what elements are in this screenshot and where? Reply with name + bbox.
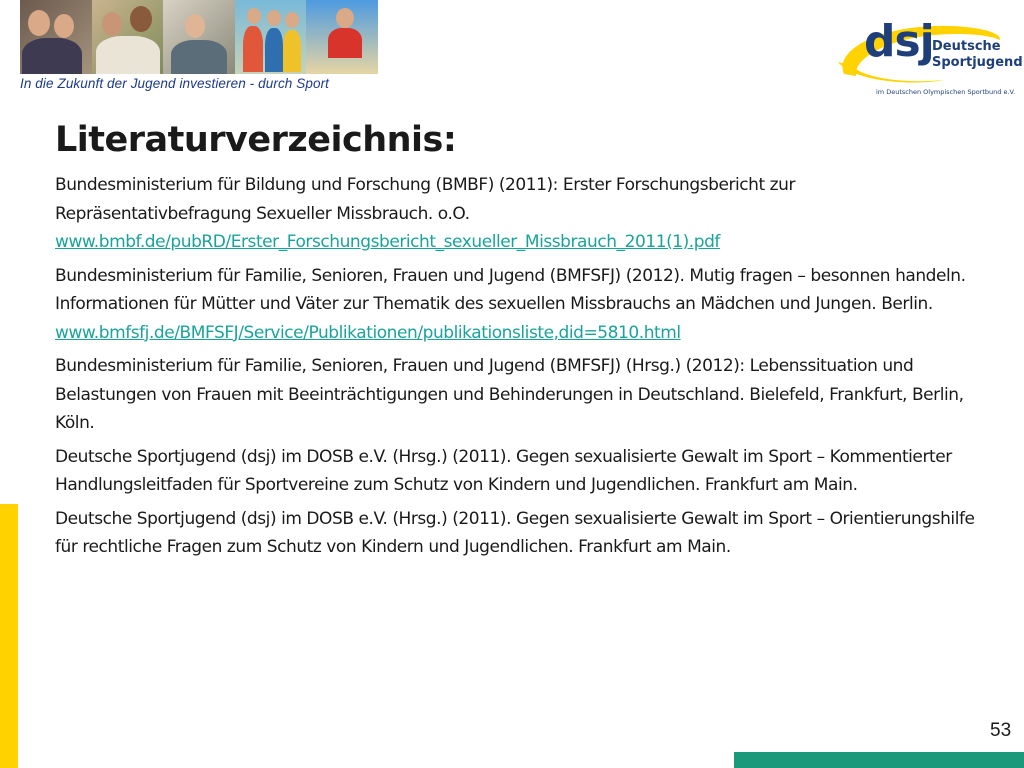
reference-item [55, 171, 990, 257]
reference-text: Deutsche Sportjugend (dsj) im DOSB e.V. (Hrsg.) (2011). Gegen sexualisierte Gewalt im Sport – Orientierungshilfe für rechtliche Fragen zum Schutz von Kindern und Jugendlichen. Frankfurt am Main. [55, 508, 975, 557]
friends-photo [92, 0, 164, 74]
reference-text: Deutsche Sportjugend (dsj) im DOSB e.V. (Hrsg.) (2011). Gegen sexualisierte Gewalt im Sport – Kommentierter Handlungsleitfaden für Sportvereine zum Schutz von Kindern und Jugendlichen. Frankfurt am Main. [55, 446, 952, 495]
reference-item [55, 505, 990, 562]
reference-list [55, 171, 990, 567]
classroom-photo [163, 0, 235, 74]
reference-text: Bundesministerium für Bildung und Forschung (BMBF) (2011): Erster Forschungsbericht zur Repräsentativbefragung Sexueller Missbrauch. o.O. [55, 175, 795, 224]
reference-item [55, 262, 990, 348]
reference-link[interactable]: www.bmbf.de/pubRD/Erster_Forschungsbericht_sexueller_Missbrauch_2011(1).pdf [55, 232, 720, 252]
runners-photo [235, 0, 307, 74]
page-number: 53 [990, 720, 1012, 741]
dsj-logo [834, 14, 1023, 100]
teenagers-photo [20, 0, 92, 74]
header-photo-strip [20, 0, 378, 74]
reference-text: Bundesministerium für Familie, Senioren, Frauen und Jugend (BMFSFJ) (Hrsg.) (2012): Lebenssituation und Belastungen von Frauen mit Beeinträchtigungen und Behinderungen in Deutschland. Bielefeld, Frankfurt, Berlin, Köln. [55, 356, 964, 433]
logo-mark: dsj [864, 16, 934, 67]
reference-item [55, 352, 990, 438]
logo-name-line2: Sportjugend [932, 55, 1023, 70]
slide-title: Literaturverzeichnis: [55, 120, 457, 160]
left-accent-bar [0, 504, 18, 768]
bottom-accent-bar [734, 752, 1024, 768]
logo-subline: im Deutschen Olympischen Sportbund e.V. [876, 88, 1016, 96]
jumping-child-photo [306, 0, 378, 74]
reference-text: Bundesministerium für Familie, Senioren, Frauen und Jugend (BMFSFJ) (2012). Mutig fragen – besonnen handeln. Informationen für Mütter und Väter zur Thematik des sexuellen Missbrauchs an Mädchen und Jungen. Berlin. [55, 265, 966, 314]
logo-name-line1: Deutsche [932, 39, 1001, 54]
header-tagline: In die Zukunft der Jugend investieren - durch Sport [20, 76, 330, 91]
reference-item [55, 443, 990, 500]
reference-link[interactable]: www.bmfsfj.de/BMFSFJ/Service/Publikationen/publikationsliste,did=5810.html [55, 322, 681, 343]
